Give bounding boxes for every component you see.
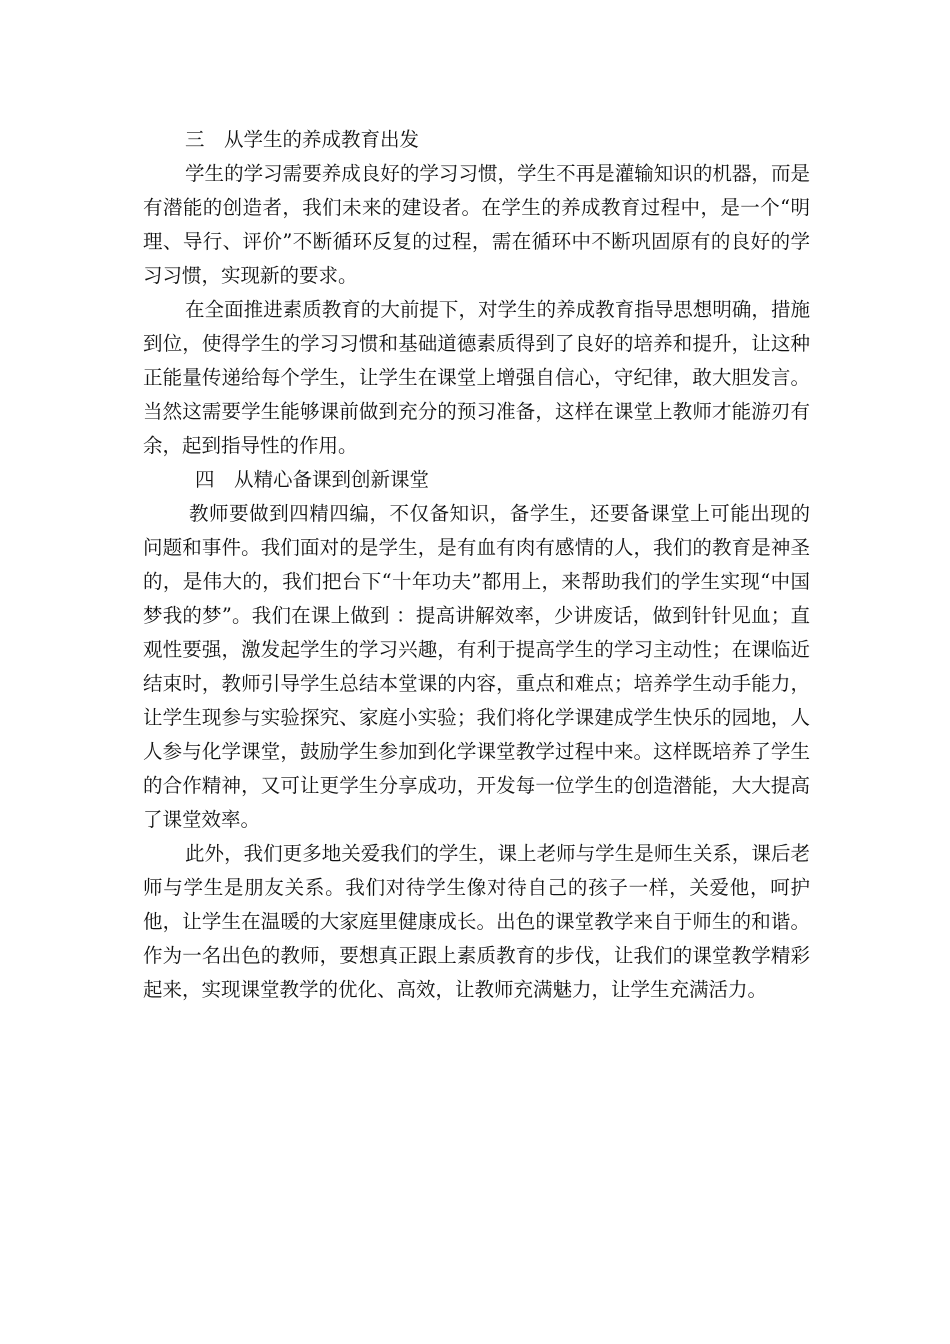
paragraph: 教师要做到四精四编，不仅备知识，备学生，还要备课堂上可能出现的问题和事件。我们面对的是学生，是有血有肉有感情的人，我们的教育是神圣的，是伟大的，我们把台下“十年功夫”都用上，来帮助我们的学生实现“中国梦我的梦”。我们在课上做到 ：提高讲解效率，少讲废话，做到针针见血；直观性要强，激发起学生的学习兴趣，有利于提高学生的学习主动性；在课临近结束时，教师引导学生总结本堂课的内容，重点和难点；培养学生动手能力，让学生现参与实验探究、家庭小实验；我们将化学课建成学生快乐的园地，人人参与化学课堂，鼓励学生参加到化学课堂教学过程中来。这样既培养了学生的合作精神，又可让更学生分享成功，开发每一位学生的创造潜能，大大提高了课堂效率。 bbox=[143, 502, 810, 831]
section-heading-4: 四 从精心备课到创新课堂 bbox=[195, 468, 430, 491]
paragraph: 学生的学习需要养成良好的学习习惯，学生不再是灌输知识的机器，而是有潜能的创造者，我们未来的建设者。在学生的养成教育过程中，是一个“明理、导行、评价”不断循环反复的过程，需在循环中不断巩固原有的良好的学习习惯，实现新的要求。 bbox=[143, 162, 810, 287]
section-heading-3: 三 从学生的养成教育出发 bbox=[185, 128, 420, 151]
paragraph: 此外，我们更多地关爱我们的学生，课上老师与学生是师生关系，课后老师与学生是朋友关系。我们对待学生像对待自己的孩子一样，关爱他，呵护他，让学生在温暖的大家庭里健康成长。出色的课堂教学来自于师生的和谐。作为一名出色的教师，要想真正跟上素质教育的步伐，让我们的课堂教学精彩起来，实现课堂教学的优化、高效，让教师充满魅力，让学生充满活力。 bbox=[143, 842, 810, 1001]
paragraph: 在全面推进素质教育的大前提下，对学生的养成教育指导思想明确，措施到位，使得学生的学习习惯和基础道德素质得到了良好的培养和提升，让这种正能量传递给每个学生，让学生在课堂上增强自信心，守纪律，敢大胆发言。当然这需要学生能够课前做到充分的预习准备，这样在课堂上教师才能游刃有余，起到指导性的作用。 bbox=[143, 298, 810, 457]
document-body bbox=[143, 123, 810, 1007]
